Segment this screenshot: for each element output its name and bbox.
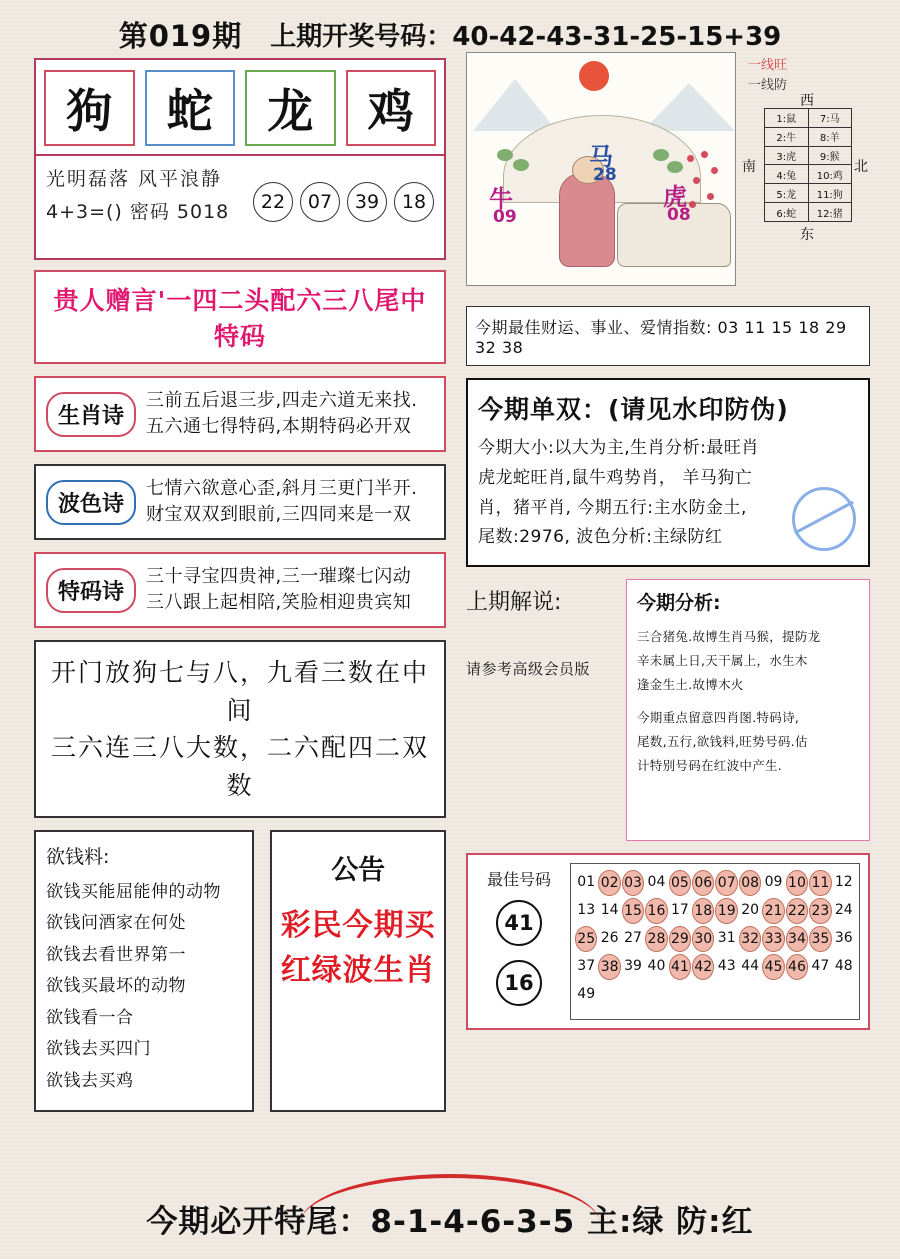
index-box	[466, 306, 870, 366]
compass-legend-item: 一线防	[748, 77, 788, 93]
grid-number: 12	[834, 874, 853, 890]
compass-cell: 3:虎	[765, 147, 808, 166]
want-money-item: 欲钱去买四门	[46, 1039, 151, 1060]
grid-number: 11	[809, 870, 831, 896]
page-header	[0, 14, 900, 55]
compass-cell: 10:鸡	[809, 165, 852, 184]
head-ball-1: 22	[253, 182, 293, 222]
bigline-1: 开门放狗七与八，九看三数在中间	[50, 658, 429, 725]
number-grid-wrap	[570, 863, 860, 1020]
page-footer	[0, 1196, 900, 1241]
grid-number: 22	[786, 898, 808, 924]
grid-number: 17	[670, 902, 689, 918]
grid-number: 02	[598, 870, 620, 896]
notice-line2: 红绿波生肖	[280, 953, 436, 988]
grid-number: 27	[624, 930, 642, 946]
poem-special-line2: 三八跟上起相陪,笑脸相迎贵宾知	[146, 592, 412, 613]
analysis-line: 计特别号码在红波中产生.	[637, 757, 783, 773]
illustration-box	[466, 52, 736, 286]
compass-cell: 6:蛇	[776, 208, 797, 220]
notice-box	[270, 830, 446, 1112]
grid-number: 32	[739, 926, 761, 952]
arc-decoration	[300, 1174, 600, 1224]
pic-word-niu: 牛	[489, 185, 513, 213]
grid-number: 09	[764, 874, 783, 890]
illustration-area	[466, 52, 870, 298]
grid-number: 07	[715, 870, 737, 896]
zodiac-box	[34, 58, 446, 156]
odd-even-line: 虎龙蛇旺肖,鼠牛鸡势肖， 羊马狗亡	[478, 467, 753, 488]
grid-number: 23	[809, 898, 831, 924]
head-poem-line1: 光明磊落 风平浪静	[46, 168, 223, 190]
pic-num-niu: 09	[493, 207, 517, 227]
poem-body-color	[146, 476, 417, 528]
best-numbers-left	[476, 863, 562, 1020]
bigline-box	[34, 640, 446, 818]
want-money-item: 欲钱去买鸡	[46, 1070, 134, 1091]
want-money-title: 欲钱料:	[46, 846, 110, 868]
compass-cell: 12:猪	[816, 208, 843, 220]
last-draw-numbers: 40-42-43-31-25-15+39	[452, 22, 782, 52]
grid-number: 05	[669, 870, 691, 896]
mountain-right-icon	[643, 83, 735, 131]
current-analysis-body	[637, 625, 859, 778]
compass-legend-item: 一线旺	[748, 58, 788, 73]
bush-icon	[653, 149, 669, 161]
analysis-row	[466, 579, 870, 841]
mountain-left-icon	[473, 79, 557, 131]
poem-card-zodiac	[34, 376, 446, 452]
head-poem-box	[34, 156, 446, 260]
bush-icon	[497, 149, 513, 161]
zodiac-cell-4: 鸡	[346, 70, 437, 146]
notice-title: 公告	[331, 855, 386, 886]
grid-number: 49	[577, 986, 596, 1002]
want-money-item: 欲钱去看世界第一	[46, 944, 186, 965]
grid-number: 21	[762, 898, 784, 924]
grid-number: 06	[692, 870, 714, 896]
gift-text: 贵人赠言'一四二头配六三八尾中特码	[53, 286, 427, 351]
grid-number: 16	[645, 898, 667, 924]
poem-tag-zodiac: 生肖诗	[46, 392, 136, 437]
grid-number: 48	[834, 958, 853, 974]
poem-card-color	[34, 464, 446, 540]
grid-number: 34	[786, 926, 808, 952]
compass-cell: 8:羊	[809, 128, 852, 147]
grid-number: 47	[811, 958, 830, 974]
analysis-line: 三合猪兔.故博生肖马猴，提防龙	[637, 629, 821, 644]
index-text: 今期最佳财运、事业、爱情指数: 03 11 15 18 29 32 38	[475, 318, 847, 357]
odd-even-line: 尾数:2976, 波色分析:主绿防红	[478, 527, 723, 548]
current-analysis	[626, 579, 870, 841]
last-draw	[270, 16, 781, 53]
poem-special-line1: 三十寻宝四贵神,三一璀璨七闪动	[146, 565, 412, 587]
grid-number: 39	[624, 958, 642, 974]
person-figure	[559, 173, 615, 267]
last-draw-label: 上期开奖号码：	[270, 22, 453, 52]
grid-number: 13	[577, 902, 596, 918]
compass-legend	[748, 56, 787, 95]
compass-col-left	[765, 109, 808, 221]
grid-number: 40	[647, 958, 666, 974]
pic-num-ma: 28	[593, 165, 617, 185]
head-poem-line2: 4+3=() 密码 5018	[46, 201, 230, 223]
poem-card-special	[34, 552, 446, 628]
best-numbers-label: 最佳号码	[486, 870, 551, 889]
grid-number: 36	[834, 930, 853, 946]
grid-number: 01	[577, 874, 596, 890]
compass-cell: 4:兔	[765, 165, 808, 184]
poem-zodiac-line2: 五六通七得特码,本期特码必开双	[146, 416, 412, 437]
grid-number: 31	[717, 930, 736, 946]
grid-number: 38	[598, 954, 620, 980]
poem-body-special	[146, 564, 411, 616]
grid-number: 46	[786, 954, 808, 980]
want-money-box	[34, 830, 254, 1112]
grid-number: 45	[762, 954, 784, 980]
issue-number: 第019期	[118, 19, 243, 53]
grid-number: 37	[577, 958, 596, 974]
grid-number: 08	[739, 870, 761, 896]
compass-table	[764, 108, 852, 222]
current-analysis-title: 今期分析:	[637, 592, 721, 614]
bigline-2: 三六连三八大数，二六配四二双数	[50, 733, 429, 800]
compass-dir-east: 东	[800, 227, 814, 243]
last-explanation-title: 上期解说:	[466, 590, 562, 615]
best-ball-1: 41	[496, 900, 542, 946]
head-ball-2: 07	[300, 182, 340, 222]
compass-cell: 9:猴	[809, 147, 852, 166]
grid-number: 26	[600, 930, 619, 946]
best-ball-2: 16	[496, 960, 542, 1006]
want-money-item: 欲钱买能屈能伸的动物	[46, 882, 221, 902]
grid-number: 43	[717, 958, 736, 974]
grid-number: 28	[645, 926, 667, 952]
poem-tag-color: 波色诗	[46, 480, 136, 525]
pic-word-hu: 虎	[663, 183, 687, 211]
grid-number: 41	[669, 954, 691, 980]
compass-panel	[742, 56, 870, 282]
pic-num-hu: 08	[667, 205, 691, 225]
compass-cell: 7:马	[809, 109, 852, 128]
zodiac-cell-2: 蛇	[145, 70, 236, 146]
grid-number: 18	[692, 898, 714, 924]
notice-line1: 彩民今期买	[280, 908, 436, 943]
grid-number: 14	[600, 902, 619, 918]
grid-number: 20	[741, 902, 760, 918]
poem-zodiac-line1: 三前五后退三步,四走六道无来找.	[146, 389, 418, 411]
grid-number: 25	[575, 926, 597, 952]
analysis-line: 今期重点留意四肖图.特码诗,	[637, 710, 800, 726]
bottom-two-row	[34, 830, 446, 1112]
compass-cell: 1:鼠	[765, 109, 808, 128]
analysis-line: 尾数,五行,欲钱料,旺势号码.估	[637, 734, 808, 749]
compass-dir-west: 北	[854, 159, 868, 175]
odd-even-box	[466, 378, 870, 567]
grid-number: 03	[622, 870, 644, 896]
odd-even-title: 今期单双：(请见水印防伪)	[478, 395, 789, 424]
compass-cell: 11:狗	[809, 184, 852, 203]
sun-icon	[579, 61, 609, 91]
compass-cell: 5:龙	[765, 184, 808, 203]
compass-dir-south: 南	[742, 159, 756, 175]
grid-number: 29	[669, 926, 691, 952]
head-ball-4: 18	[394, 182, 434, 222]
grid-number: 30	[692, 926, 714, 952]
poem-color-line1: 七情六欲意心歪,斜月三更门半开.	[146, 477, 418, 499]
grid-number: 42	[692, 954, 714, 980]
grid-number: 33	[762, 926, 784, 952]
poem-tag-special: 特码诗	[46, 568, 136, 613]
head-ball-3: 39	[347, 182, 387, 222]
footer-text: 今期必开特尾：8-1-4-6-3-5 主:绿 防:红	[146, 1204, 754, 1240]
bush-icon	[667, 161, 683, 173]
compass-col-right	[808, 109, 852, 221]
analysis-line: 逢金生土.故博木火	[637, 676, 744, 692]
zodiac-cell-3: 龙	[245, 70, 336, 146]
odd-even-line: 今期大小:以大为主,生肖分析:最旺肖	[478, 438, 759, 458]
pic-word-ma: 马	[589, 143, 613, 171]
grid-number: 24	[834, 902, 853, 918]
poem-body-zodiac	[146, 388, 417, 440]
analysis-line: 辛未属上日,天干属上，水生木	[637, 652, 808, 668]
want-money-item: 欲钱问酒家在何处	[46, 913, 186, 934]
best-numbers-box	[466, 853, 870, 1030]
head-ball-row	[253, 182, 434, 222]
want-money-item: 欲钱买最坏的动物	[46, 976, 186, 997]
watermark-stamp-icon	[792, 487, 856, 551]
last-explanation	[466, 579, 616, 841]
grid-number: 35	[809, 926, 831, 952]
compass-dir-north: 西	[800, 93, 814, 109]
grid-number: 15	[622, 898, 644, 924]
compass-cell: 2:牛	[765, 128, 808, 147]
grid-number: 19	[715, 898, 737, 924]
grid-number: 04	[647, 874, 666, 890]
poem-color-line2: 财宝双双到眼前,三四同来是一双	[146, 504, 412, 525]
last-explanation-sub: 请参考高级会员版	[466, 660, 591, 678]
grid-number: 44	[741, 958, 760, 974]
zodiac-cell-1: 狗	[44, 70, 135, 146]
want-money-item: 欲钱看一合	[46, 1007, 134, 1028]
grid-number: 10	[786, 870, 808, 896]
left-column	[34, 58, 446, 1112]
right-column	[466, 52, 870, 1030]
odd-even-line: 肖，猪平肖, 今期五行:主水防金土,	[478, 497, 747, 518]
number-grid	[575, 870, 855, 1006]
gift-box	[34, 270, 446, 364]
bush-icon	[513, 159, 529, 171]
